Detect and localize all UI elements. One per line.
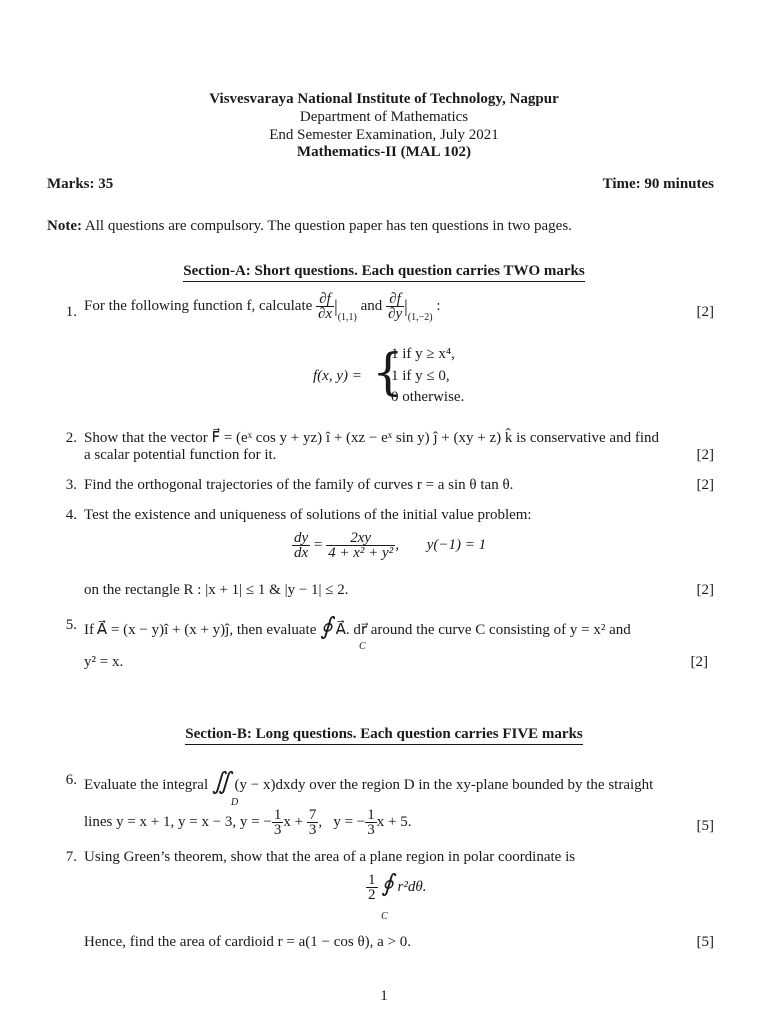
section-b-title-wrap: [0, 725, 768, 744]
q6-post: (y − x)dxdy over the region D in the xy-plane bounded by the straight: [234, 777, 654, 793]
q1-partial-x: $\frac{\partial f}{\partial x}$: [318, 291, 333, 322]
q5-line2: y² = x.: [84, 654, 124, 670]
q6-frac-3: $\frac{1}{3}$: [367, 807, 375, 838]
q3-number: 3.: [65, 477, 77, 493]
q1-prompt: For the following function f, calculate: [84, 298, 313, 314]
q7-formula: [366, 873, 426, 902]
q1-brace: {: [372, 343, 404, 401]
q6-text: [84, 771, 653, 795]
q6-line2: lines y = x + 1, y = x − 3, y = − $\frac{1}{3}$ x + $\frac{7}{3}$ , y = − $\frac{1}{3}$ x + 5.: [84, 807, 412, 838]
q6-frac-1: $\frac{1}{3}$: [273, 807, 282, 838]
q1-colon: :: [436, 298, 441, 314]
q1-piecewise-lhs: f(x, y) =: [313, 368, 362, 384]
q1-marks: [2]: [696, 304, 714, 320]
q4-line2: on the rectangle R : |x + 1| ≤ 1 & |y − 1| ≤ 2.: [84, 582, 349, 598]
q2-line1: Show that the vector F⃗ = (eˣ cos y + yz) î + (xz − eˣ sin y) ĵ + (xy + z) k̂ is conservative and find: [84, 430, 659, 446]
q7-marks: [5]: [696, 934, 714, 950]
time-label: Time: 90 minutes: [602, 176, 714, 192]
q5-number: 5.: [65, 617, 77, 633]
q5-contour-label: C: [359, 641, 366, 652]
q7-contour-label: C: [381, 911, 388, 922]
q3-marks: [2]: [696, 477, 714, 493]
section-b-title: Section-B: Long questions. Each question carries FIVE marks: [185, 726, 583, 745]
q6-lines: lines y = x + 1, y = x − 3, y = −: [84, 814, 272, 830]
q1-case-2: 1 if y ≤ 0,: [391, 368, 450, 384]
page-number: 1: [380, 988, 388, 1004]
q7-text: Using Green’s theorem, show that the area of a plane region in polar coordinate is: [84, 849, 576, 865]
marks-label: Marks: 35: [47, 176, 114, 192]
section-a-title: Section-A: Short questions. Each question carries TWO marks: [183, 263, 584, 282]
q1-case-1: 1 if y ≥ x⁴,: [391, 346, 455, 362]
course-name: Mathematics-II (MAL 102): [296, 144, 472, 160]
q6-marks: [5]: [696, 818, 714, 834]
q5-marks: [2]: [690, 654, 708, 670]
double-integral-icon: ∬: [211, 769, 231, 795]
q7-half: $\frac{1}{2}$: [368, 872, 376, 904]
q1-partial-y: $\frac{\partial f}{\partial y}$: [388, 291, 403, 322]
q4-text: Test the existence and uniqueness of solutions of the initial value problem:: [84, 507, 532, 523]
q1-case-3: 0 otherwise.: [391, 389, 465, 405]
q7-number: 7.: [65, 849, 77, 865]
q7-line2: Hence, find the area of cardioid r = a(1 − cos θ), a > 0.: [84, 934, 412, 950]
q2-marks: [2]: [696, 447, 714, 463]
q1-and: and: [360, 298, 383, 314]
q2-line2: a scalar potential function for it.: [84, 447, 277, 463]
section-a-title-wrap: [0, 262, 768, 281]
q2-number: 2.: [65, 430, 77, 446]
q6-number: 6.: [65, 772, 77, 788]
q5-post: A⃗. dr⃗ around the curve C consisting of y = x² and: [335, 622, 631, 638]
q1-number: 1.: [65, 304, 77, 320]
contour-integral-icon: ∮: [320, 614, 333, 640]
q4-dydx: $\frac{dy}{dx}$: [294, 530, 309, 561]
q7-contour-integral-icon: ∮: [381, 871, 394, 897]
q6-frac-2: $\frac{7}{3}$: [308, 807, 317, 838]
note: [47, 217, 572, 236]
q5-pre: If A⃗ = (x − y)î + (x + y)ĵ, then evaluate: [84, 622, 317, 638]
q4-marks: [2]: [696, 582, 714, 598]
institute-name: Visvesvaraya National Institute of Technology, Nagpur: [209, 91, 559, 107]
department-name: Department of Mathematics: [299, 109, 469, 125]
note-label: Note:: [47, 218, 82, 234]
q4-number: 4.: [65, 507, 77, 523]
q7-integrand: r²dθ.: [397, 879, 427, 896]
q5-text: [84, 616, 631, 640]
q4-equation: $\frac{dy}{dx}$ = $\frac{2xy}{\text{4 + x² + y²}}$ , y(−1) = 1: [294, 530, 487, 561]
q3-text: Find the orthogonal trajectories of the family of curves r = a sin θ tan θ.: [84, 477, 514, 493]
q4-ic: y(−1) = 1: [426, 537, 487, 553]
note-text: All questions are compulsory. The question paper has ten questions in two pages.: [84, 218, 572, 234]
q1-text: For the following function f, calculate $\frac{\partial f}{\partial x}$ $|_{(1,1)}$ and $\frac{\partial f}{\partial y}$ $|_{(1,-2)}$ :: [84, 291, 441, 323]
q6-pre: Evaluate the integral: [84, 777, 209, 793]
exam-name: End Semester Examination, July 2021: [269, 127, 499, 143]
q4-rhs: $\frac{2xy}{\text{4 + x² + y²}}$: [328, 530, 394, 561]
q6-region-label: D: [231, 797, 239, 808]
